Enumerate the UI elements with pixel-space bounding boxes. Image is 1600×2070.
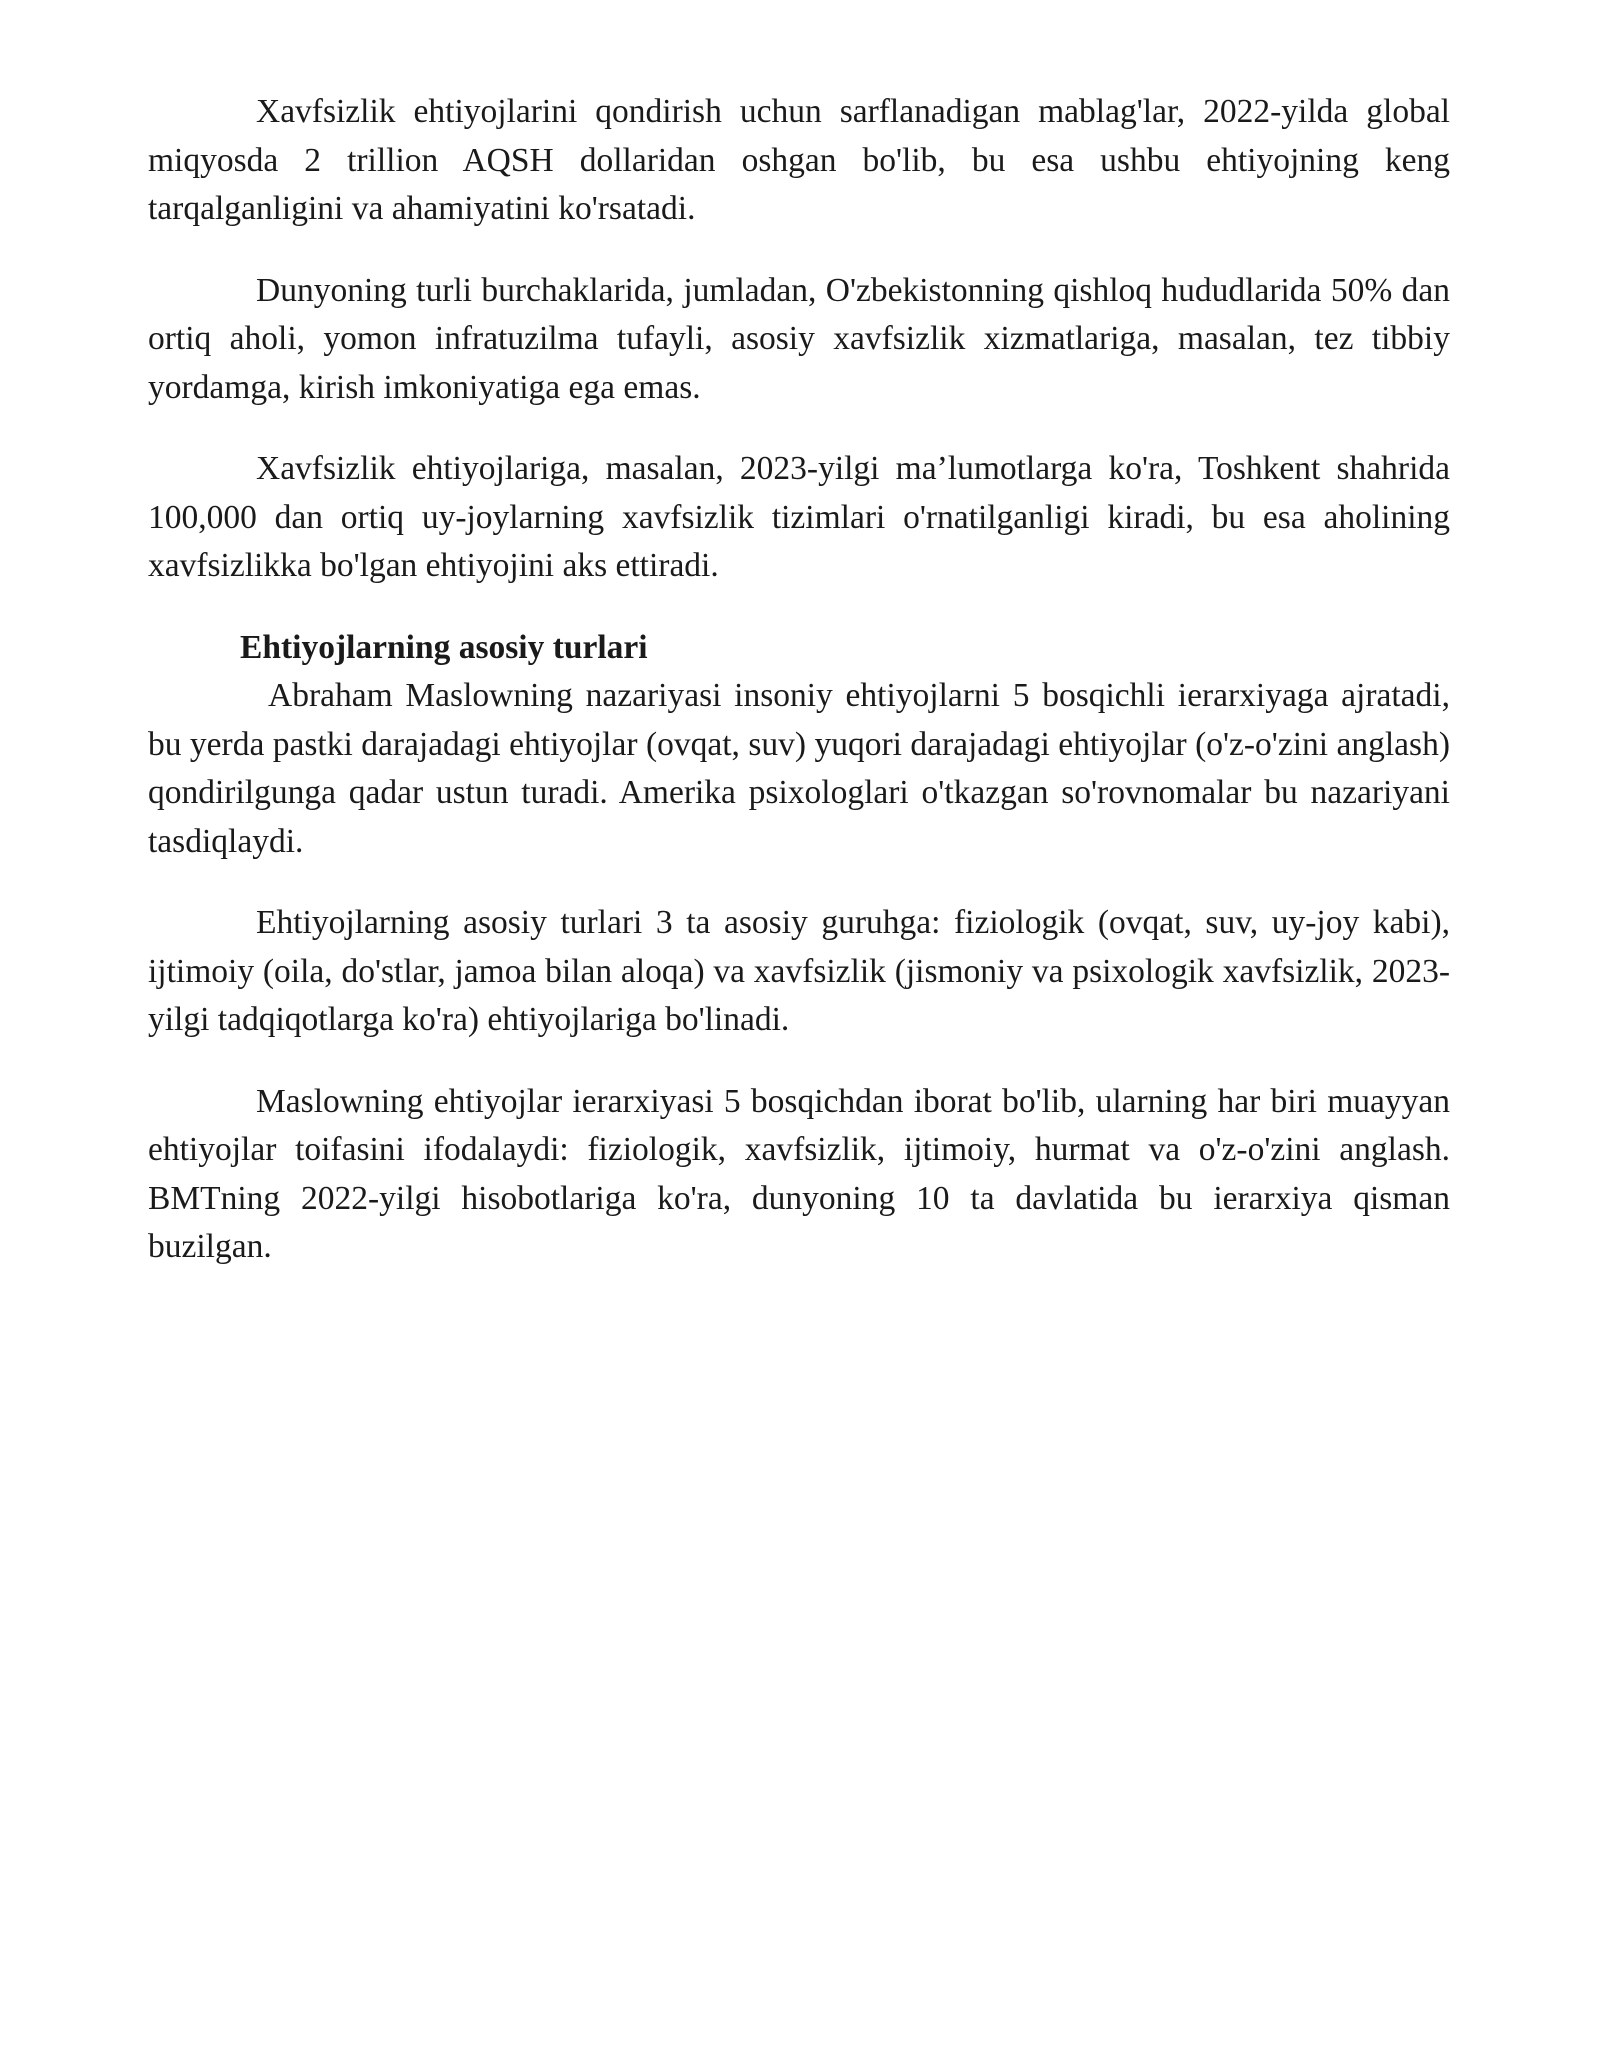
section-heading: Ehtiyojlarning asosiy turlari <box>240 628 648 666</box>
paragraph-maslow-hierarchy: Maslowning ehtiyojlar ierarxiyasi 5 bosqichdan iborat bo'lib, ularning har biri muayyan ehtiyojlar toifasini ifodalaydi: fiziologik, xavfsizlik, ijtimoiy, hurmat va o'z-o'zini anglash. BMTning 2022-yilgi hisobotlariga ko'ra, dunyoning 10 ta davlatida bu ierarxiya qisman buzilgan. <box>148 1082 1450 1265</box>
document-body <box>148 88 1450 1305</box>
paragraph-needs-groups: Ehtiyojlarning asosiy turlari 3 ta asosiy guruhga: fiziologik (ovqat, suv, uy-joy kabi), ijtimoiy (oila, do'stlar, jamoa bilan aloqa) va xavfsizlik (jismoniy va psixologik xavfsizlik, 2023-yilgi tadqiqotlarga ko'ra) ehtiyojlariga bo'linadi. <box>148 904 1450 1038</box>
paragraph-tashkent-security: Xavfsizlik ehtiyojlariga, masalan, 2023-yilgi ma’lumotlarga ko'ra, Toshkent shahrida 100,000 dan ortiq uy-joylarning xavfsizlik tizimlari o'rnatilganligi kiradi, bu esa aholining xavfsizlikka bo'lgan ehtiyojini aks ettiradi. <box>148 450 1450 584</box>
paragraph-security-spending: Xavfsizlik ehtiyojlarini qondirish uchun sarflanadigan mablag'lar, 2022-yilda global miqyosda 2 trillion AQSH dollaridan oshgan bo'lib, bu esa ushbu ehtiyojning keng tarqalganligini va ahamiyatini ko'rsatadi. <box>148 93 1450 227</box>
paragraph-maslow-theory: Abraham Maslowning nazariyasi insoniy ehtiyojlarni 5 bosqichli ierarxiyaga ajratadi, bu yerda pastki darajadagi ehtiyojlar (ovqat, suv) yuqori darajadagi ehtiyojlar (o'z-o'zini anglash) qondirilgunga qadar ustun turadi. Amerika psixologlari o'tkazgan so'rovnomalar bu nazariyani tasdiqlaydi. <box>148 677 1450 860</box>
paragraph-rural-access: Dunyoning turli burchaklarida, jumladan, O'zbekistonning qishloq hududlarida 50% dan ortiq aholi, yomon infratuzilma tufayli, asosiy xavfsizlik xizmatlariga, masalan, tez tibbiy yordamga, kirish imkoniyatiga ega emas. <box>148 271 1450 406</box>
